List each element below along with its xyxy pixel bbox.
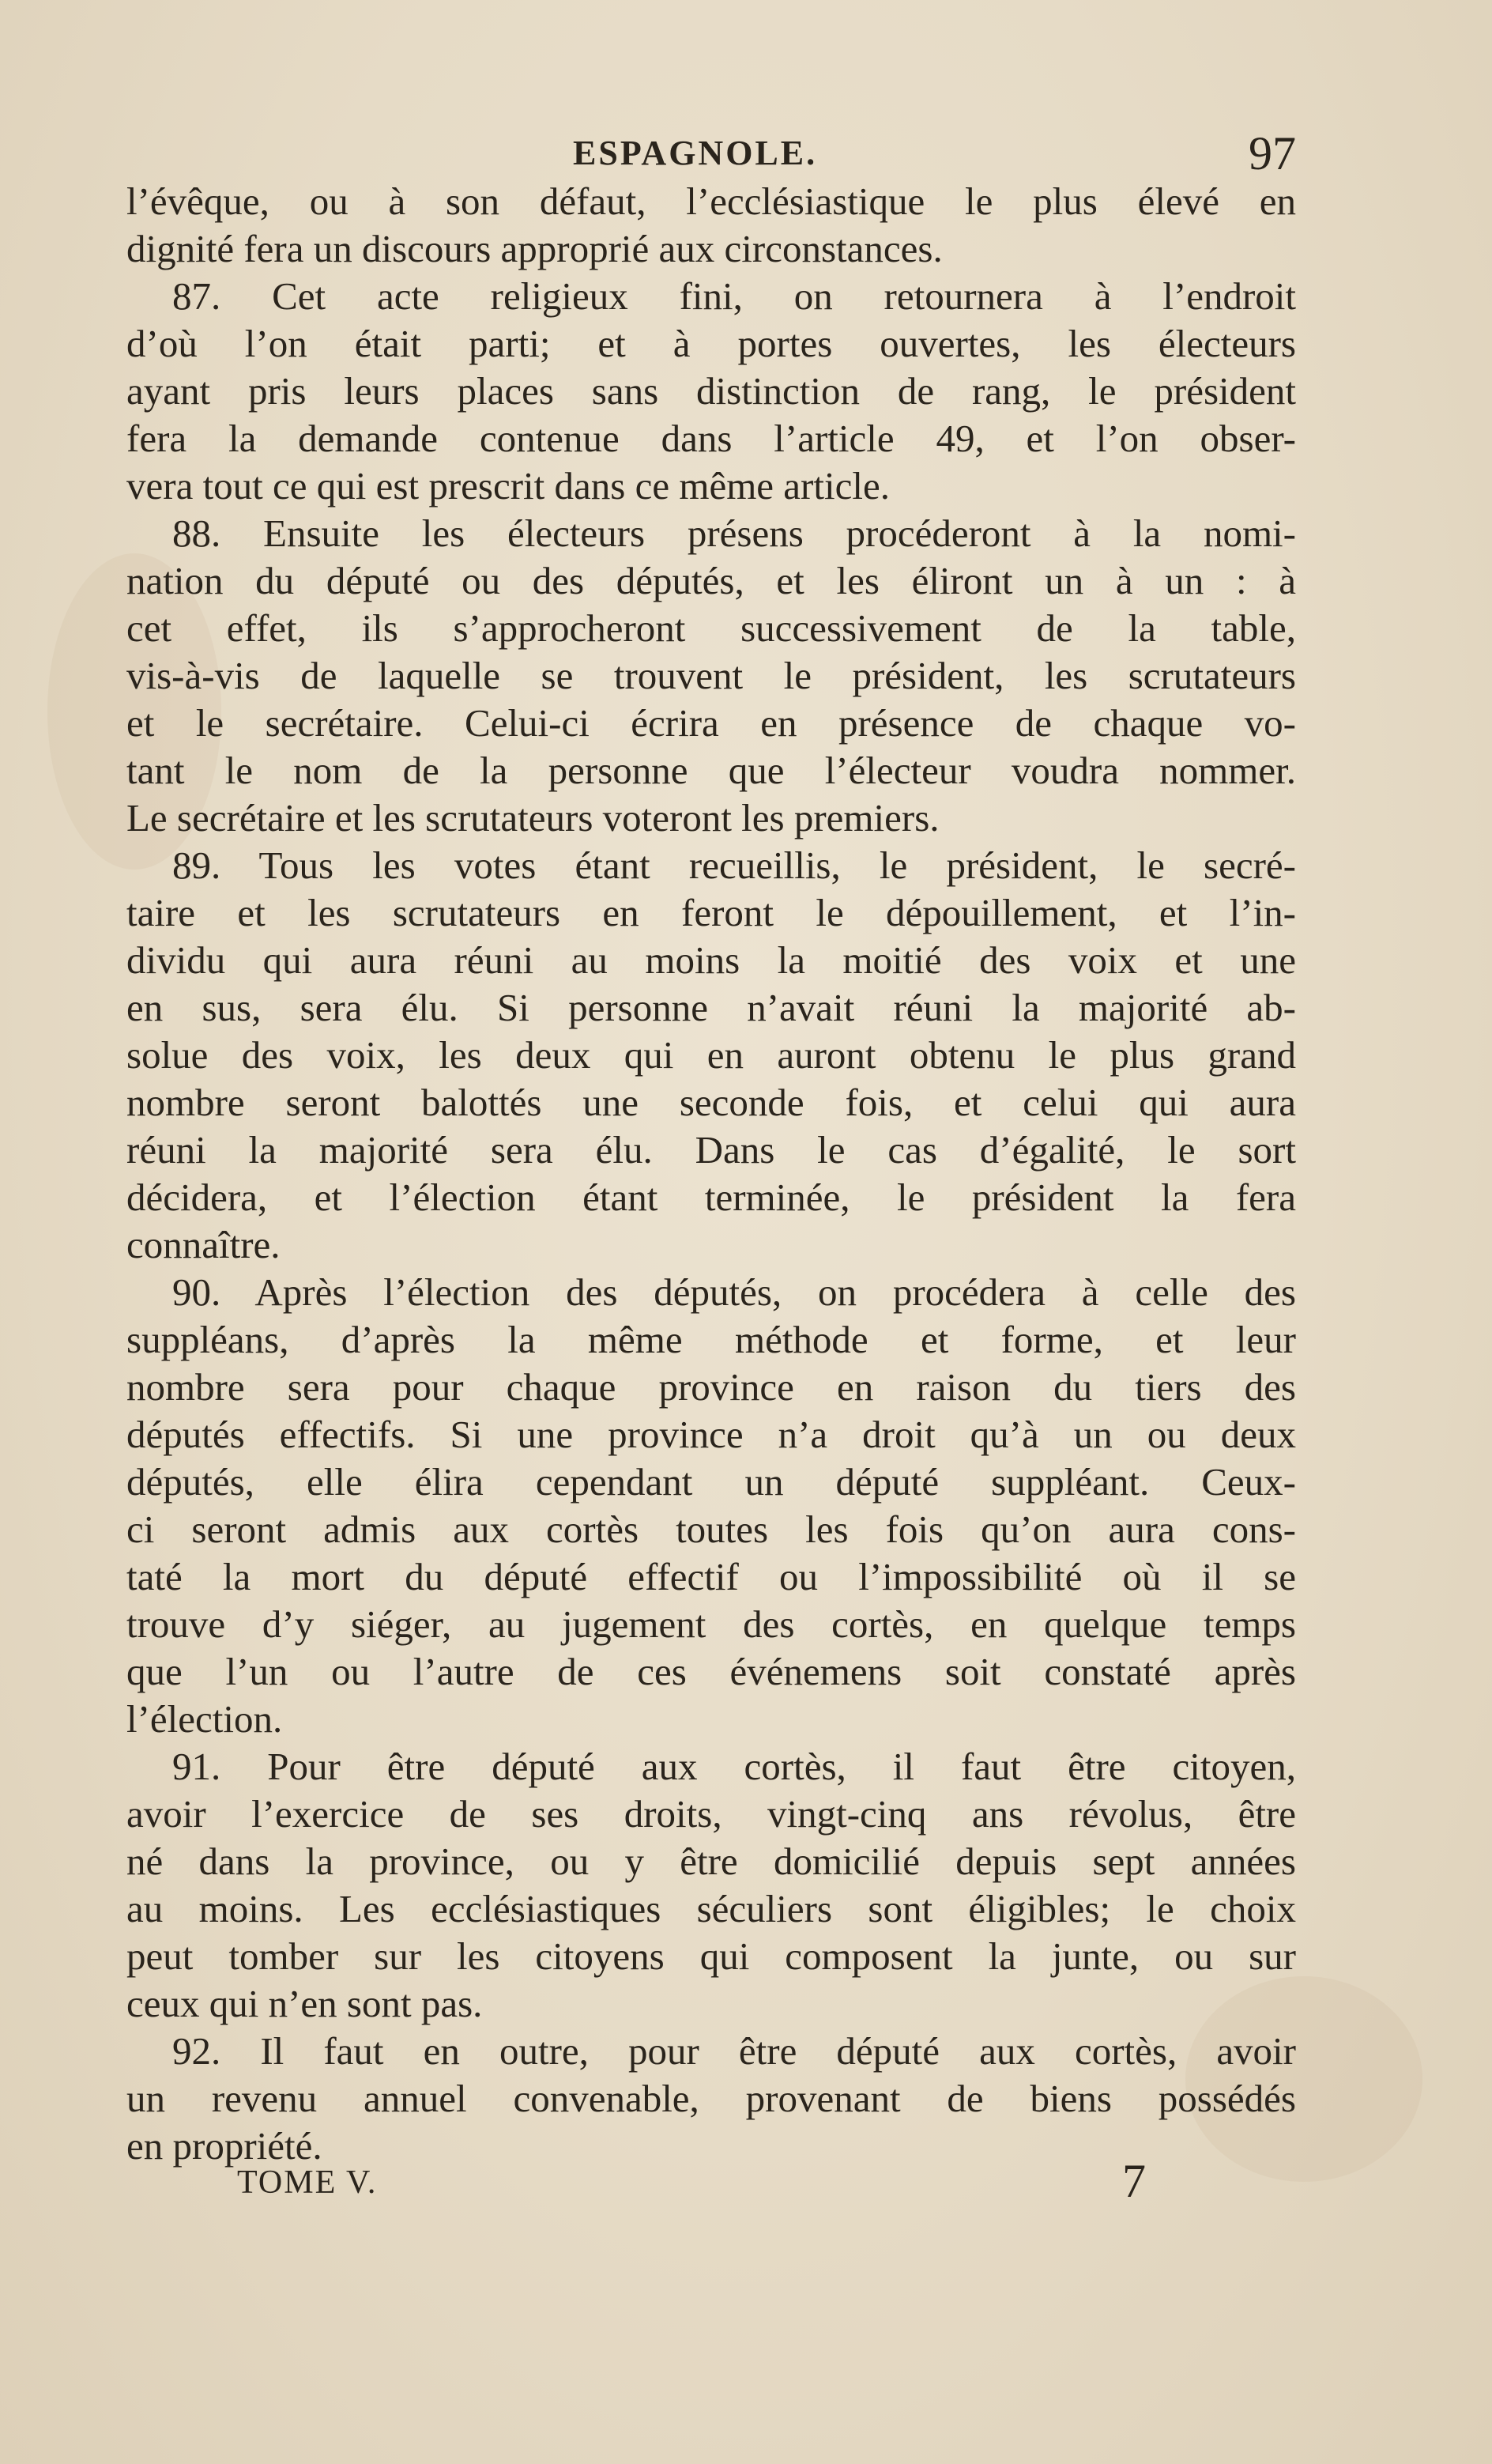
text-line: fera la demande contenue dans l’article 49, et l’on obser-: [126, 417, 1296, 460]
text-line: décidera, et l’élection étant terminée, le président la fera: [126, 1175, 1296, 1219]
signature-mark: 7: [1122, 2155, 1146, 2207]
text-line: suppléans, d’après la même méthode et forme, et leur: [126, 1318, 1296, 1361]
text-line: 88. Ensuite les électeurs présens procéderont à la nomi-: [172, 511, 1296, 555]
text-line: réuni la majorité sera élu. Dans le cas d’égalité, le sort: [126, 1128, 1296, 1172]
text-line: l’évêque, ou à son défaut, l’ecclésiastique le plus élevé en: [126, 179, 1296, 223]
text-line: vis-à-vis de laquelle se trouvent le président, les scrutateurs: [126, 654, 1296, 697]
text-line: un revenu annuel convenable, provenant de biens possédés: [126, 2077, 1296, 2120]
text-line: ceux qui n’en sont pas.: [126, 1982, 483, 2025]
page-header: [126, 126, 1296, 182]
text-line: l’élection.: [126, 1697, 283, 1741]
text-line: connaître.: [126, 1223, 281, 1266]
text-line: ci seront admis aux cortès toutes les fois qu’on aura cons-: [126, 1507, 1296, 1551]
text-line: peut tomber sur les citoyens qui composent la junte, ou sur: [126, 1934, 1296, 1978]
page-footer: [237, 2154, 1146, 2217]
text-line: Le secrétaire et les scrutateurs voteront les premiers.: [126, 796, 940, 840]
text-line: que l’un ou l’autre de ces événemens soit constaté après: [126, 1650, 1296, 1693]
text-line: 92. Il faut en outre, pour être député aux cortès, avoir: [172, 2029, 1296, 2073]
page-number: 97: [1249, 127, 1296, 179]
text-line: nation du député ou des députés, et les éliront un à un : à: [126, 559, 1296, 602]
text-line: taté la mort du député effectif ou l’impossibilité où il se: [126, 1555, 1296, 1598]
text-line: 90. Après l’élection des députés, on procédera à celle des: [172, 1270, 1296, 1314]
text-line: députés, elle élira cependant un député suppléant. Ceux-: [126, 1460, 1296, 1504]
text-line: tant le nom de la personne que l’électeur voudra nommer.: [126, 749, 1296, 792]
text-line: et le secrétaire. Celui-ci écrira en présence de chaque vo-: [126, 701, 1296, 745]
text-line: députés effectifs. Si une province n’a droit qu’à un ou deux: [126, 1413, 1296, 1456]
text-line: 91. Pour être député aux cortès, il faut être citoyen,: [172, 1745, 1296, 1788]
volume-label: TOME V.: [237, 2164, 378, 2201]
text-line: en propriété.: [126, 2124, 322, 2168]
text-line: 89. Tous les votes étant recueillis, le président, le secré-: [172, 843, 1296, 887]
text-line: dividu qui aura réuni au moins la moitié des voix et une: [126, 938, 1296, 982]
text-line: en sus, sera élu. Si personne n’avait réuni la majorité ab-: [126, 986, 1296, 1029]
text-line: d’où l’on était parti; et à portes ouvertes, les électeurs: [126, 322, 1296, 365]
text-line: nombre seront balottés une seconde fois, et celui qui aura: [126, 1081, 1296, 1124]
text-line: né dans la province, ou y être domicilié depuis sept années: [126, 1840, 1296, 1883]
text-line: taire et les scrutateurs en feront le dépouillement, et l’in-: [126, 891, 1296, 934]
text-line: 87. Cet acte religieux fini, on retournera à l’endroit: [172, 274, 1296, 318]
running-head: ESPAGNOLE.: [573, 134, 818, 172]
text-line: nombre sera pour chaque province en raison du tiers des: [126, 1365, 1296, 1409]
text-line: avoir l’exercice de ses droits, vingt-cinq ans révolus, être: [126, 1792, 1296, 1836]
text-line: trouve d’y siéger, au jugement des cortès, en quelque temps: [126, 1602, 1296, 1646]
text-line: ayant pris leurs places sans distinction de rang, le président: [126, 369, 1296, 413]
text-line: vera tout ce qui est prescrit dans ce même article.: [126, 464, 890, 508]
body-text: [126, 178, 1296, 2170]
text-line: dignité fera un discours approprié aux circonstances.: [126, 227, 943, 270]
text-line: au moins. Les ecclésiastiques séculiers sont éligibles; le choix: [126, 1887, 1296, 1930]
text-line: solue des voix, les deux qui en auront obtenu le plus grand: [126, 1033, 1296, 1077]
text-line: cet effet, ils s’approcheront successivement de la table,: [126, 606, 1296, 650]
